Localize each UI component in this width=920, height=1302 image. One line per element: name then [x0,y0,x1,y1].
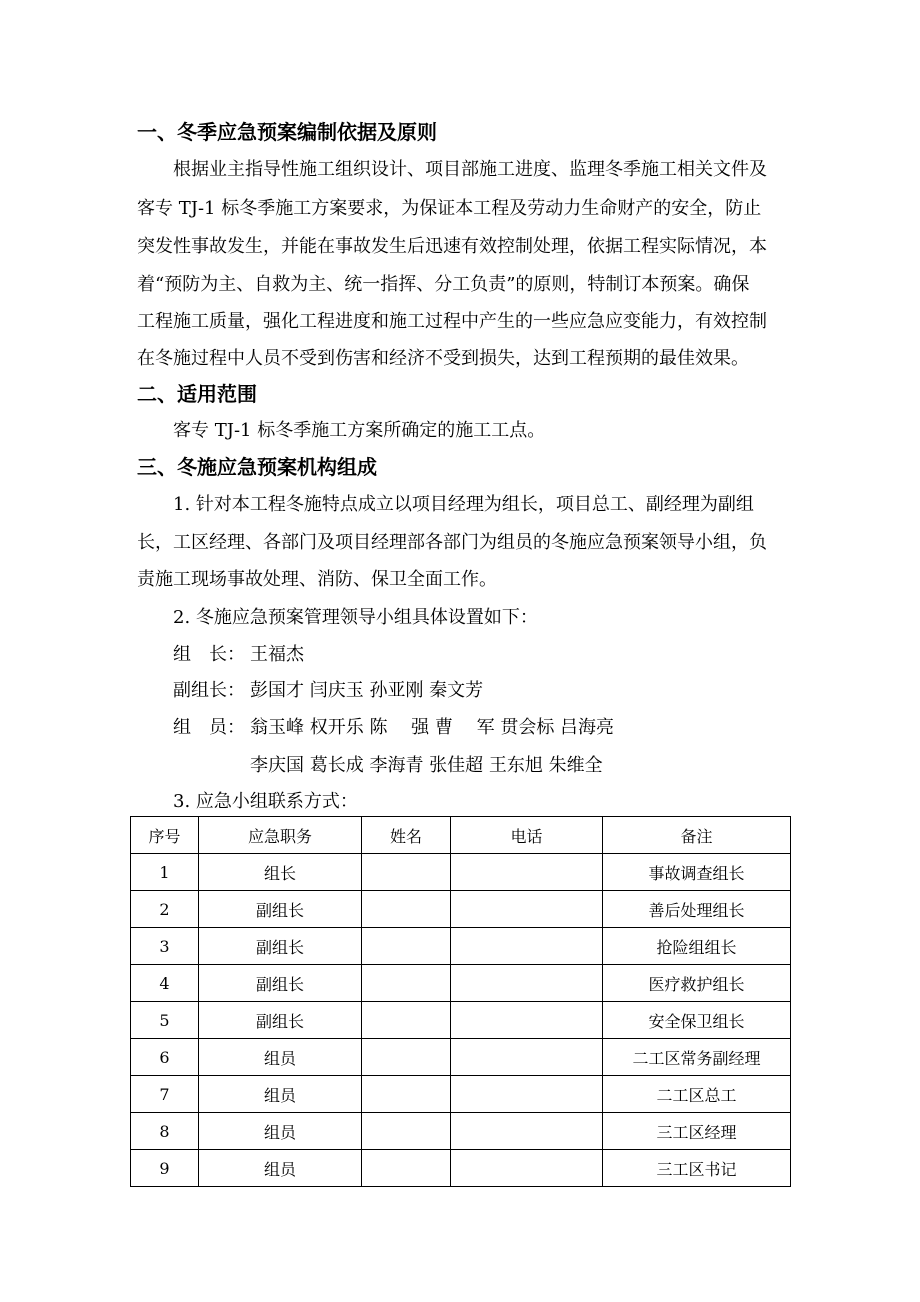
cell-phone [451,1039,603,1076]
table-row [131,1002,791,1039]
cell-index: 9 [131,1150,199,1187]
cell-note: 三工区书记 [603,1150,791,1187]
cell-name [362,854,451,891]
cell-note: 二工区总工 [603,1076,791,1113]
cell-name [362,965,451,1002]
section-2-line-1: 客专 TJ-1 标冬季施工方案所确定的施工工点。 [173,420,546,441]
cell-phone [451,928,603,965]
cell-phone [451,854,603,891]
cell-phone [451,1002,603,1039]
leader-name: 王福杰 [250,644,304,665]
cell-note: 医疗救护组长 [603,965,791,1002]
deputy-names: 彭国才 闫庆玉 孙亚刚 秦文芳 [250,680,484,701]
contact-table [130,816,791,1187]
cell-name [362,1039,451,1076]
leader-label: 组 长： [173,644,245,665]
section-1-heading: 一、冬季应急预案编制依据及原则 [137,120,437,144]
header-role: 应急职务 [199,817,362,854]
section-3-line-3: 责施工现场事故处理、消防、保卫全面工作。 [137,569,497,590]
member-names-line-2: 李庆国 葛长成 李海青 张佳超 王东旭 朱维全 [250,755,603,776]
cell-index: 4 [131,965,199,1002]
table-row [131,1039,791,1076]
section-1-line-5: 工程施工质量，强化工程进度和施工过程中产生的一些应急应变能力，有效控制 [137,311,767,332]
table-row [131,854,791,891]
cell-index: 1 [131,854,199,891]
section-1-line-4: 着“预防为主、自救为主、统一指挥、分工负责”的原则，特制订本预案。确保 [137,274,750,295]
deputy-label: 副组长： [173,680,245,701]
cell-role: 副组长 [199,928,362,965]
table-row [131,928,791,965]
cell-role: 副组长 [199,965,362,1002]
cell-name [362,1113,451,1150]
cell-phone [451,891,603,928]
table-row [131,1113,791,1150]
table-row [131,891,791,928]
cell-phone [451,1150,603,1187]
cell-index: 3 [131,928,199,965]
cell-name [362,928,451,965]
section-1-line-6: 在冬施过程中人员不受到伤害和经济不受到损失，达到工程预期的最佳效果。 [137,348,749,369]
cell-name [362,891,451,928]
cell-role: 组长 [199,854,362,891]
contact-title: 3. 应急小组联系方式： [173,791,358,812]
cell-note: 抢险组组长 [603,928,791,965]
table-row [131,965,791,1002]
cell-name [362,1150,451,1187]
cell-role: 组员 [199,1150,362,1187]
section-1-line-2: 客专 TJ-1 标冬季施工方案要求，为保证本工程及劳动力生命财产的安全，防止 [137,198,762,219]
cell-note: 安全保卫组长 [603,1002,791,1039]
cell-name [362,1002,451,1039]
cell-note: 二工区常务副经理 [603,1039,791,1076]
cell-phone [451,1076,603,1113]
section-1-line-1: 根据业主指导性施工组织设计、项目部施工进度、监理冬季施工相关文件及 [173,159,767,180]
cell-index: 5 [131,1002,199,1039]
cell-index: 2 [131,891,199,928]
cell-role: 组员 [199,1113,362,1150]
cell-phone [451,1113,603,1150]
cell-index: 7 [131,1076,199,1113]
cell-note: 三工区经理 [603,1113,791,1150]
section-3-heading: 三、冬施应急预案机构组成 [137,455,377,479]
cell-index: 8 [131,1113,199,1150]
cell-index: 6 [131,1039,199,1076]
header-phone: 电话 [451,817,603,854]
cell-role: 副组长 [199,891,362,928]
cell-note: 事故调查组长 [603,854,791,891]
header-note: 备注 [603,817,791,854]
section-2-heading: 二、适用范围 [137,382,257,406]
section-3-line-4: 2. 冬施应急预案管理领导小组具体设置如下： [173,607,538,628]
member-label: 组 员： [173,717,245,738]
member-names-line-1: 翁玉峰 权开乐 陈 强 曹 军 贯会标 吕海亮 [250,717,615,738]
cell-role: 组员 [199,1039,362,1076]
cell-phone [451,965,603,1002]
header-index: 序号 [131,817,199,854]
table-row [131,1076,791,1113]
table-row [131,1150,791,1187]
cell-note: 善后处理组长 [603,891,791,928]
section-3-line-2: 长，工区经理、各部门及项目经理部各部门为组员的冬施应急预案领导小组，负 [137,532,767,553]
section-3-line-1: 1. 针对本工程冬施特点成立以项目经理为组长，项目总工、副经理为副组 [173,494,754,515]
table-header-row [131,817,791,854]
section-1-line-3: 突发性事故发生，并能在事故发生后迅速有效控制处理，依据工程实际情况，本 [137,236,767,257]
cell-role: 副组长 [199,1002,362,1039]
header-name: 姓名 [362,817,451,854]
cell-role: 组员 [199,1076,362,1113]
cell-name [362,1076,451,1113]
